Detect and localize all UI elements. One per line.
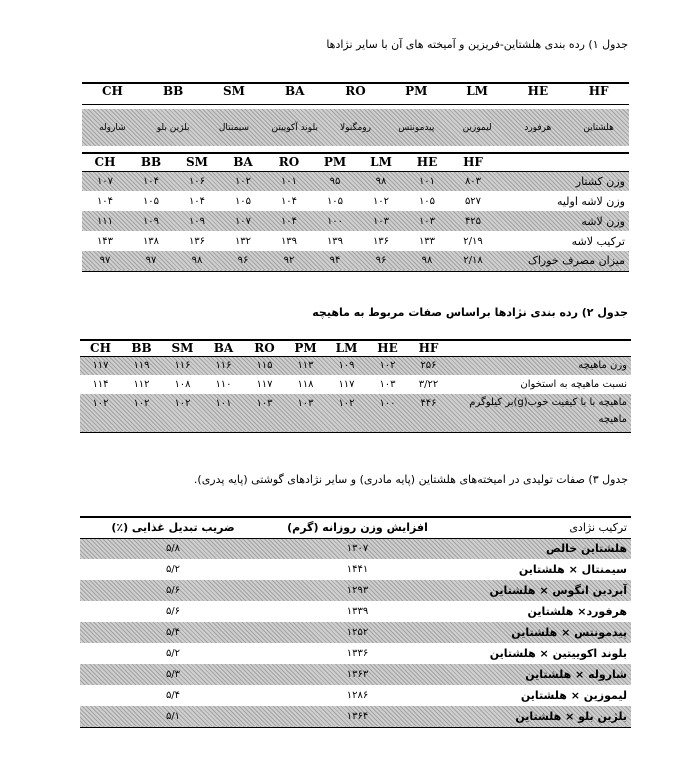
table2-caption: جدول ۲) رده بندی نژادها براساس صفات مربوط به ماهیچه — [312, 306, 628, 319]
cell: ۹۷ — [145, 255, 157, 267]
cell: ۱۱۲ — [133, 379, 150, 390]
table-row — [80, 685, 631, 706]
col-ba: BA — [233, 155, 253, 170]
cell: ۹۸ — [191, 255, 203, 267]
cell: ۱۳۰۷ — [346, 543, 369, 555]
cell: ۱۰۵ — [326, 195, 344, 207]
row-label: وزن لاشه — [581, 214, 625, 228]
cell: ۱۰۳ — [418, 215, 436, 227]
cell: ۱۰۷ — [234, 215, 252, 227]
cell: ۱۰۵ — [234, 195, 252, 207]
col-breed: ترکیب نژادی — [569, 521, 627, 535]
cell: ۱۱۷ — [256, 379, 273, 390]
cell: ۱۰۲ — [133, 398, 150, 409]
table-row — [80, 601, 631, 622]
cell: ۵۲۷ — [464, 195, 482, 207]
table-row — [80, 643, 631, 664]
row-label: هلشتاین خالص — [546, 542, 627, 556]
breed-name: رومگنولا — [340, 122, 371, 133]
table1-abbr-rule — [82, 104, 629, 105]
abbr-bb: BB — [163, 84, 184, 98]
table1-abbr-row — [82, 84, 629, 102]
cell: ۱۰۳ — [372, 215, 390, 227]
table-row — [82, 191, 629, 211]
cell: ۱۳۶ — [372, 235, 390, 247]
cell: ۱۱۳ — [297, 360, 314, 372]
cell: ۱۰۲ — [338, 398, 355, 409]
cell: ۵/۶ — [165, 606, 181, 617]
cell: ۹۸ — [375, 175, 387, 187]
cell: ۱۱۸ — [297, 379, 314, 390]
cell: ۱۰۲ — [92, 398, 109, 409]
breed-name: هلشتاین — [583, 122, 614, 133]
cell: ۱۱۷ — [338, 379, 355, 390]
cell: ۵/۴ — [165, 627, 181, 638]
cell: ۱۱۹ — [133, 360, 150, 372]
cell: ۱۴۴۱ — [346, 564, 369, 575]
row-label: لیموزین × هلشتاین — [520, 689, 627, 702]
col-hf: HF — [418, 341, 439, 356]
abbr-he: HE — [527, 84, 549, 98]
cell: ۱۰۳ — [297, 398, 314, 409]
cell: ۲۵۶ — [420, 360, 437, 372]
cell: ۱۱۶ — [215, 360, 232, 372]
col-label — [496, 154, 629, 171]
cell: ۱۳۶۴ — [346, 710, 369, 722]
cell: ۱۰۴ — [188, 195, 206, 207]
col-hf: HF — [463, 155, 483, 170]
col-bb: BB — [140, 155, 162, 170]
cell: ۱۳۲ — [234, 235, 252, 247]
cell: ۱۰۱ — [215, 398, 232, 409]
cell: ۱۳۳ — [418, 235, 436, 247]
table-row — [80, 664, 631, 685]
col-ba: BA — [213, 341, 234, 356]
table3-header-row — [80, 518, 631, 538]
table2-header-row — [80, 341, 631, 356]
cell: ۱۰۱ — [418, 175, 436, 187]
cell: ۱۰۲ — [372, 195, 390, 207]
cell: ۳/۲۲ — [418, 379, 439, 390]
cell: ۹۸ — [421, 255, 433, 267]
cell: ۱۱۶ — [174, 360, 191, 372]
row-label: بلژین بلو × هلشتاین — [515, 709, 627, 723]
table-row — [80, 356, 631, 375]
cell: ۹۲ — [283, 255, 295, 267]
table-row — [80, 580, 631, 601]
cell: ۱۲۸۶ — [346, 690, 369, 701]
cell: ۱۰۹ — [188, 215, 206, 227]
col-ro: RO — [254, 341, 275, 356]
col-daily-gain: افزایش وزن روزانه (گرم) — [287, 521, 428, 535]
row-label: پیدمونتس × هلشتاین — [511, 626, 627, 639]
cell: ۵/۸ — [165, 543, 181, 555]
table-row — [82, 211, 629, 231]
row-label: ترکیب لاشه — [571, 234, 625, 248]
table-row — [82, 231, 629, 251]
cell: ۱۴۳ — [96, 235, 114, 247]
cell: ۱۱۷ — [92, 360, 109, 372]
table1-caption: جدول ۱) رده بندی هلشتاین-فریزین و آمیخته های آن با سایر نژادها — [326, 38, 628, 51]
cell: ۵/۴ — [165, 690, 181, 701]
table1-names-band — [82, 109, 629, 146]
cell: ۱۲۹۳ — [346, 585, 369, 596]
col-pm: PM — [323, 155, 347, 170]
cell: ۱۰۴ — [280, 215, 298, 227]
table2 — [80, 341, 631, 433]
col-pm: PM — [294, 341, 317, 356]
col-bb: BB — [131, 341, 152, 356]
row-label: وزن ماهیچه — [578, 360, 627, 372]
col-sm: SM — [171, 341, 194, 356]
cell: ۱۳۶۳ — [346, 669, 369, 680]
cell: ۱۰۴ — [96, 195, 114, 207]
col-lm: LM — [335, 341, 358, 356]
cell: ۱۳۳۶ — [346, 648, 369, 659]
cell: ۹۵ — [329, 175, 341, 187]
breed-name: شارولە — [99, 122, 126, 133]
table-row — [80, 538, 631, 559]
table1-header-row — [82, 154, 629, 171]
cell: ۱۰۰ — [326, 215, 344, 227]
cell: ۱۰۲ — [379, 360, 396, 372]
table3 — [80, 518, 631, 728]
col-sm: SM — [186, 155, 208, 170]
abbr-ba: BA — [285, 84, 305, 98]
table-row — [80, 394, 631, 432]
breed-name: بلژین بلو — [156, 122, 190, 133]
table-row — [80, 706, 631, 727]
abbr-ro: RO — [345, 84, 366, 98]
table-row — [82, 251, 629, 271]
cell: ۱۱۱ — [96, 215, 114, 227]
cell: ۱۳۶ — [188, 235, 206, 247]
abbr-ch: CH — [101, 84, 123, 98]
col-ro: RO — [278, 155, 300, 170]
cell: ۱۱۴ — [92, 379, 109, 390]
cell: ۴۴۶ — [420, 398, 437, 409]
cell: ۵/۱ — [165, 710, 181, 722]
row-label: نسبت ماهیچه به استخوان — [520, 379, 627, 390]
cell: ۱۰۲ — [174, 398, 191, 409]
row-label: وزن لاشه اولیه — [556, 194, 625, 208]
table-row — [82, 171, 629, 191]
cell: ۹۴ — [329, 255, 341, 267]
cell: ۱۰۷ — [96, 175, 114, 187]
abbr-pm: PM — [405, 84, 428, 98]
table-row — [80, 559, 631, 580]
cell: ۴۲۵ — [464, 215, 482, 227]
table3-caption: جدول ۳) صفات تولیدی در امیختەهای هلشتاین (پایه مادری) و سایر نژادهای گوشتی (پایه پدری). — [193, 473, 628, 486]
cell: ۹۶ — [375, 255, 387, 267]
breed-name: هرفورد — [524, 122, 552, 133]
cell: ۵/۶ — [165, 585, 181, 596]
col-ch: CH — [94, 155, 116, 170]
col-ch: CH — [90, 341, 111, 356]
cell: ۹۷ — [99, 255, 111, 267]
cell: ۲/۱۸ — [463, 255, 483, 267]
row-label: آبردین انگوس × هلشتاین — [489, 584, 627, 597]
cell: ۱۳۳۹ — [346, 606, 369, 617]
row-label: بلوند اکوییتین × هلشتاین — [489, 647, 627, 660]
col-he: HE — [416, 155, 438, 170]
cell: ۱۳۸ — [142, 235, 160, 247]
breed-name: پیدمونتس — [398, 122, 435, 133]
cell: ۱۰۰ — [379, 398, 396, 409]
abbr-hf: HF — [588, 84, 609, 98]
cell: ۱۰۹ — [142, 215, 160, 227]
breed-name: لیموزین — [462, 122, 492, 133]
row-label: شاروله × هلشتاین — [525, 668, 627, 681]
cell: ۱۳۹ — [326, 235, 344, 247]
cell: ۵/۳ — [165, 669, 181, 680]
cell: ۱۱۵ — [256, 360, 273, 372]
col-feed-conversion: ضریب تبدیل غذایی (٪) — [111, 521, 235, 535]
cell: ۱۱۰ — [215, 379, 232, 390]
abbr-sm: SM — [222, 84, 245, 98]
breed-name: بلوند آکوییتن — [271, 122, 318, 133]
cell: ۱۰۶ — [188, 175, 206, 187]
abbr-lm: LM — [466, 84, 488, 98]
cell: ۵/۲ — [165, 648, 181, 659]
row-label: هرفورد× هلشتاین — [527, 605, 627, 618]
cell: ۱۰۵ — [142, 195, 160, 207]
row-label: سیمنتال × هلشتاین — [518, 563, 627, 576]
row-label: ماهیچه با با کیفیت خوب(g)بر کیلوگرم ماهیچه — [469, 397, 627, 425]
cell: ۱۰۱ — [280, 175, 298, 187]
cell: ۱۰۲ — [234, 175, 252, 187]
cell: ۱۰۳ — [379, 379, 396, 390]
cell: ۱۰۳ — [256, 398, 273, 409]
cell: ۱۰۹ — [338, 360, 355, 372]
table-row — [80, 375, 631, 394]
cell: ۵/۲ — [165, 564, 181, 575]
cell: ۱۰۴ — [280, 195, 298, 207]
cell: ۲/۱۹ — [463, 235, 483, 247]
cell: ۹۶ — [237, 255, 249, 267]
cell: ۱۰۵ — [418, 195, 436, 207]
cell: ۸۰۳ — [464, 175, 482, 187]
cell: ۱۰۴ — [142, 175, 160, 187]
cell: ۱۰۸ — [174, 379, 191, 390]
table-row — [80, 622, 631, 643]
row-label: میزان مصرف خوراک — [527, 254, 625, 268]
cell: ۱۲۵۲ — [346, 627, 369, 638]
col-label — [449, 341, 631, 356]
col-he: HE — [377, 341, 398, 356]
table1 — [82, 154, 629, 272]
breed-name: سیمنتال — [218, 122, 250, 133]
row-label: وزن کشتار — [575, 174, 625, 188]
cell: ۱۳۹ — [280, 235, 298, 247]
col-lm: LM — [370, 155, 392, 170]
